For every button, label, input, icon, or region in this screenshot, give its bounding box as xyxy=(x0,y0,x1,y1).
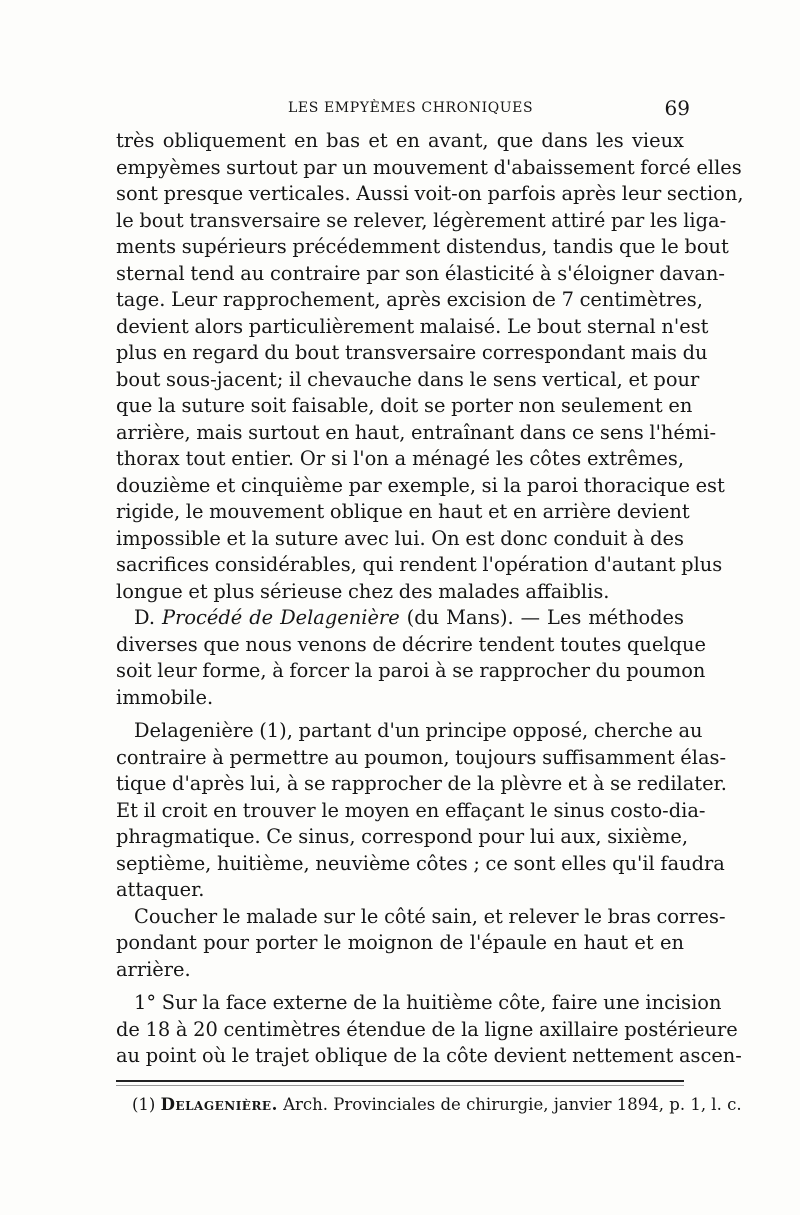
paragraph-positioning xyxy=(116,904,726,984)
text-line: phragmatique. Ce sinus, correspond pour lui aux, sixième, xyxy=(116,825,688,848)
text-line: septième, huitième, neuvième côtes ; ce sont elles qu'il faudra xyxy=(116,851,725,875)
text-line: plus en regard du bout transversaire correspondant mais du xyxy=(116,341,708,364)
text-line: sacrifices considérables, qui rendent l'opération d'autant plus xyxy=(116,553,723,576)
footnote-author: Delagenière. xyxy=(160,1095,278,1114)
footnote-marker: (1) xyxy=(132,1095,156,1114)
paragraph-continuation xyxy=(116,128,744,605)
footnote-text: Arch. Provinciales de chirurgie, janvier 1894, p. 1, l. c. xyxy=(283,1095,742,1114)
footnote xyxy=(132,1095,742,1114)
text-line: immobile. xyxy=(116,685,214,709)
text-line: que la suture soit faisable, doit se porter non seulement en xyxy=(116,394,693,417)
text-line: impossible et la suture avec lui. On est donc conduit à des xyxy=(116,526,684,550)
text-line: sternal tend au contraire par son élasticité à s'éloigner davan- xyxy=(116,261,725,285)
text-line: arrière. xyxy=(116,957,191,981)
page-number: 69 xyxy=(664,96,690,120)
text-line: douzième et cinquième par exemple, si la paroi thoracique est xyxy=(116,473,725,497)
text-line: contraire à permettre au poumon, toujours suffisamment élas- xyxy=(116,745,727,769)
text-line: soit leur forme, à forcer la paroi à se rapprocher du poumon xyxy=(116,659,706,682)
text-line: de 18 à 20 centimètres étendue de la ligne axillaire postérieure xyxy=(116,1017,738,1041)
text-line: rigide, le mouvement oblique en haut et en arrière devient xyxy=(116,500,690,523)
text-line: au point où le trajet oblique de la côte devient nettement ascen- xyxy=(116,1044,742,1067)
text-line: longue et plus sérieuse chez des malades affaiblis. xyxy=(116,579,610,603)
text-line: Delagenière (1), partant d'un principe opposé, cherche au xyxy=(134,719,703,742)
text-line: attaquer. xyxy=(116,878,205,901)
text-line: sont presque verticales. Aussi voit-on parfois après leur section, xyxy=(116,182,744,205)
text-line: très obliquement en bas et en avant, que dans les vieux xyxy=(116,129,684,152)
text-line: tique d'après lui, à se rapprocher de la plèvre et à se redilater. xyxy=(116,772,727,795)
paragraph-delageniere xyxy=(116,718,727,904)
text-line: ments supérieurs précédemment distendus, tandis que le bout xyxy=(116,235,729,258)
text-line: Coucher le malade sur le côté sain, et relever le bras corres- xyxy=(134,904,726,928)
paragraph-step-1 xyxy=(116,990,742,1070)
text-line: tage. Leur rapprochement, après excision de 7 centimètres, xyxy=(116,288,703,311)
footnote-rule xyxy=(116,1080,684,1082)
text-line: le bout transversaire se relever, légèrement attiré par les liga- xyxy=(116,208,727,232)
text-line: thorax tout entier. Or si l'on a ménagé les côtes extrêmes, xyxy=(116,447,684,470)
book-page xyxy=(116,96,744,1070)
text-line: devient alors particulièrement malaisé. Le bout sternal n'est xyxy=(116,314,709,338)
running-title: LES EMPYÈMES CHRONIQUES xyxy=(288,100,534,116)
text-line: empyèmes surtout par un mouvement d'abaissement forcé elles xyxy=(116,155,742,179)
text-line: bout sous-jacent; il chevauche dans le sens vertical, et pour xyxy=(116,367,700,391)
body-text xyxy=(116,128,744,1070)
section-label: D. xyxy=(134,606,156,629)
running-head xyxy=(116,96,690,124)
section-title: Procédé de Delagenière xyxy=(162,606,400,629)
section-heading-rest: (du Mans). — Les méthodes xyxy=(406,606,684,629)
text-line: pondant pour porter le moignon de l'épaule en haut et en xyxy=(116,931,684,954)
text-line: arrière, mais surtout en haut, entraînant dans ce sens l'hémi- xyxy=(116,420,717,444)
text-line: diverses que nous venons de décrire tendent toutes quelque xyxy=(116,632,706,656)
section-d-paragraph xyxy=(116,605,706,711)
footnote-rule-thin xyxy=(116,1085,684,1086)
text-line: Et il croit en trouver le moyen en effaçant le sinus costo-dia- xyxy=(116,798,706,822)
text-line: 1° Sur la face externe de la huitième côte, faire une incision xyxy=(134,991,722,1014)
section-d-heading-line xyxy=(116,605,684,632)
